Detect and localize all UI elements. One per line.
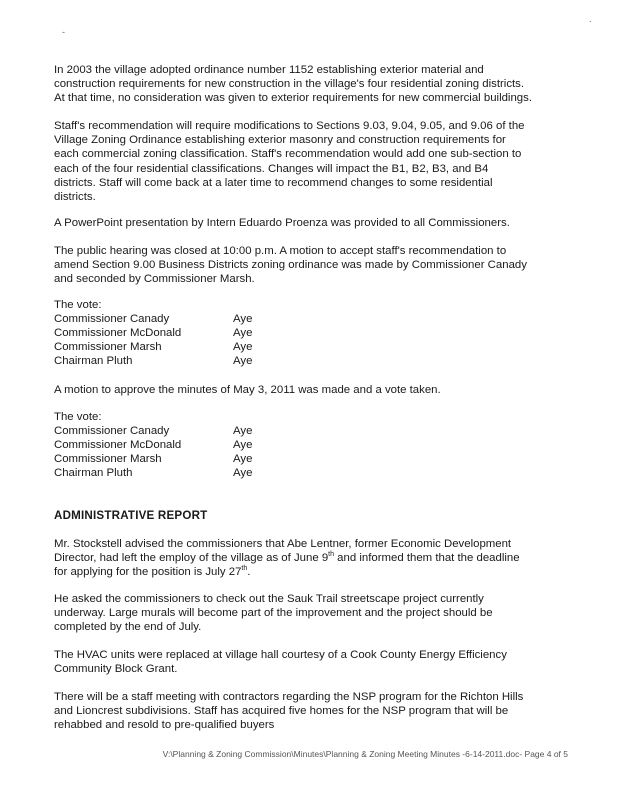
vote-value: Aye — [233, 466, 253, 479]
text-line: amend Section 9.00 Business Districts zoning ordinance was made by Commissioner Canady — [54, 259, 527, 272]
voter-name: Commissioner Marsh — [54, 340, 162, 353]
vote-table-1 — [54, 299, 252, 369]
scan-mark-right: . — [589, 14, 592, 24]
text-line: He asked the commissioners to check out the Sauk Trail streetscape project currently — [54, 593, 484, 605]
vote-value: Aye — [233, 424, 253, 437]
paragraph-minutes-motion — [54, 383, 574, 397]
text-line: The HVAC units were replaced at village hall courtesy of a Cook County Energy Efficiency — [54, 649, 507, 661]
paragraph-powerpoint — [54, 216, 574, 230]
text-line — [54, 551, 574, 565]
vote-value: Aye — [233, 452, 253, 465]
text-line: Community Block Grant. — [54, 663, 178, 676]
superscript: th — [241, 565, 248, 573]
text-line: construction requirements for new construction in the village's four residential zoning districts. — [54, 78, 525, 91]
voter-name: Chairman Pluth — [54, 466, 133, 479]
text-line: districts. Staff will come back at a later time to recommend changes to some residential — [54, 176, 493, 189]
vote-table-2 — [54, 411, 252, 481]
text-line: Staff's recommendation will require modifications to Sections 9.03, 9.04, 9.05, and 9.06 of the — [54, 120, 525, 132]
paragraph-hvac — [54, 648, 574, 676]
vote-label — [54, 299, 252, 313]
text-line: There will be a staff meeting with contractors regarding the NSP program for the Richton Hills — [54, 691, 524, 703]
voter-name: Commissioner Canady — [54, 312, 170, 325]
text-line — [54, 565, 574, 579]
vote-label-text: The vote: — [54, 299, 102, 311]
vote-row — [54, 425, 252, 439]
text-line: each commercial zoning classification. Staff's recommendation would add one sub-section to — [54, 148, 522, 161]
paragraph-ordinance-history — [54, 63, 574, 106]
voter-name: Commissioner Canady — [54, 424, 170, 437]
vote-value: Aye — [233, 340, 253, 353]
paragraph-staff-recommendation — [54, 119, 574, 204]
superscript: th — [328, 551, 335, 559]
vote-label — [54, 411, 252, 425]
vote-value: Aye — [233, 438, 253, 451]
vote-row — [54, 327, 252, 341]
text-segment: and informed them that the deadline — [334, 552, 520, 565]
paragraph-nsp-program — [54, 690, 574, 733]
text-segment: for applying for the position is July 27 — [54, 566, 242, 579]
voter-name: Commissioner McDonald — [54, 326, 182, 339]
vote-row — [54, 341, 252, 355]
voter-name: Commissioner McDonald — [54, 438, 182, 451]
scan-mark-left: - — [62, 27, 65, 37]
text-line: and Lioncrest subdivisions. Staff has acquired five homes for the NSP program that will be — [54, 705, 509, 718]
voter-name: Commissioner Marsh — [54, 452, 162, 465]
vote-value: Aye — [233, 312, 253, 325]
text-line: Mr. Stockstell advised the commissioners that Abe Lentner, former Economic Development — [54, 538, 512, 550]
text-line: Village Zoning Ordinance establishing exterior masonry and construction requirements for — [54, 134, 506, 147]
paragraph-stockstell-report — [54, 537, 574, 580]
text-line: underway. Large murals will become part of the improvement and the project should be — [54, 607, 493, 620]
vote-value: Aye — [233, 354, 253, 367]
text-segment: . — [247, 566, 251, 579]
text-line: At that time, no consideration was given to exterior requirements for new commercial buildings. — [54, 92, 532, 105]
text-line: completed by the end of July. — [54, 621, 202, 634]
text-line: A PowerPoint presentation by Intern Eduardo Proenza was provided to all Commissioners. — [54, 217, 510, 229]
paragraph-streetscape — [54, 592, 574, 635]
text-segment: Director, had left the employ of the village as of June 9 — [54, 552, 329, 565]
text-line: and seconded by Commissioner Marsh. — [54, 273, 255, 286]
text-line: In 2003 the village adopted ordinance number 1152 establishing exterior material and — [54, 64, 484, 76]
text-line: districts. — [54, 191, 96, 204]
document-footer-path: V:\Planning & Zoning Commission\Minutes\Planning & Zoning Meeting Minutes -6-14-2011.doc- Page 4 of 5 — [162, 749, 568, 759]
administrative-report-heading: ADMINISTRATIVE REPORT — [54, 509, 208, 522]
vote-row — [54, 439, 252, 453]
text-line: A motion to approve the minutes of May 3, 2011 was made and a vote taken. — [54, 384, 441, 396]
vote-row — [54, 313, 252, 327]
paragraph-public-hearing — [54, 244, 574, 287]
vote-label-text: The vote: — [54, 411, 102, 423]
vote-row — [54, 355, 252, 369]
text-line: each of the four residential classifications. Changes will impact the B1, B2, B3, and B4 — [54, 162, 489, 175]
text-line: The public hearing was closed at 10:00 p.m. A motion to accept staff's recommendation to — [54, 245, 507, 257]
vote-row — [54, 453, 252, 467]
vote-value: Aye — [233, 326, 253, 339]
text-line: rehabbed and resold to pre-qualified buyers — [54, 719, 275, 732]
voter-name: Chairman Pluth — [54, 354, 133, 367]
vote-row — [54, 467, 252, 481]
